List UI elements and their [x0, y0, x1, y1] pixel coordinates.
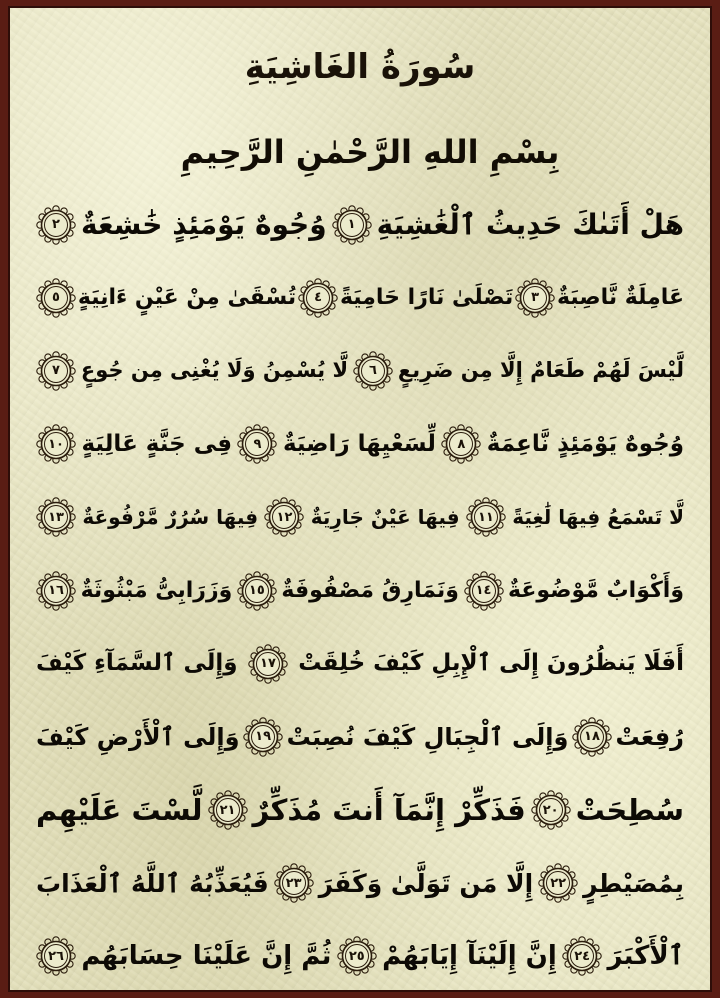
ayah-number: ٥ [52, 290, 60, 306]
verse-text: لَّيْسَ لَهُمْ طَعَامٌ إِلَّا مِن ضَرِيعٍ [397, 358, 684, 383]
ayah-number: ١٢ [276, 509, 293, 525]
ayah-number-marker [36, 936, 76, 976]
ayah-number: ١٧ [260, 656, 276, 672]
verse-text: وُجُوهٌ يَوْمَئِذٍ خَٰشِعَةٌ [80, 207, 327, 241]
verse-text: سُطِحَتْ [575, 792, 684, 827]
ayah-number-marker [243, 717, 283, 757]
ayah-number: ٢١ [219, 802, 236, 818]
ayah-number: ٢٤ [574, 948, 591, 964]
ayah-number: ٢ [52, 217, 60, 233]
ayah-number-marker [332, 205, 372, 245]
ayah-number: ٢٢ [550, 875, 567, 891]
verse-text: فِيهَا سُرُرٌ مَّرْفُوعَةٌ [82, 505, 259, 530]
verse-text: أَفَلَا يَنظُرُونَ إِلَى ٱلْإِبِلِ كَيْفَ خُلِقَتْ [298, 650, 684, 677]
verse-line [36, 847, 684, 920]
verse-text: وَإِلَى ٱلْجِبَالِ كَيْفَ نُصِبَتْ [286, 722, 569, 751]
ayah-number: ١١ [477, 509, 494, 525]
verse-text: وَأَكْوَابٌ مَّوْضُوعَةٌ [508, 577, 684, 603]
verse-text: بِمُصَيْطِرٍ [583, 868, 684, 898]
verse-line [36, 700, 684, 773]
ayah-number: ٦ [369, 363, 377, 379]
ayah-number-marker [538, 863, 578, 903]
ayah-number: ١٣ [48, 509, 64, 525]
ayah-number-marker [264, 497, 304, 537]
verse-text: وَزَرَابِىُّ مَبْثُوثَةٌ [80, 577, 233, 603]
ayah-number: ٨ [457, 436, 466, 452]
ayah-number-marker [36, 571, 76, 611]
ayah-number-marker [36, 424, 76, 464]
surah-title: سُورَةُ الغَاشِيَةِ [244, 47, 476, 87]
verse-line [36, 261, 684, 334]
verse-line [36, 554, 684, 627]
ayah-number-marker [466, 497, 506, 537]
ayah-number-marker [208, 790, 248, 830]
ayah-number: ١٦ [48, 583, 64, 599]
ayah-number-marker [572, 717, 612, 757]
verse-line [36, 188, 684, 261]
ayah-number: ١٠ [48, 436, 64, 452]
verse-text: وَنَمَارِقُ مَصْفُوفَةٌ [281, 577, 459, 603]
ayah-number-marker [464, 571, 504, 611]
verse-text: عَامِلَةٌ نَّاصِبَةٌ [557, 284, 684, 310]
ayah-number-marker [36, 278, 76, 318]
ayah-number: ١٤ [475, 583, 492, 599]
ayah-number-marker [274, 863, 314, 903]
verse-text: فَيُعَذِّبُهُ ٱللَّهُ ٱلْعَذَابَ [36, 868, 269, 898]
ayah-number-marker [298, 278, 338, 318]
verse-text: إِنَّ إِلَيْنَآ إِيَابَهُمْ [382, 941, 557, 972]
verse-line [36, 920, 684, 993]
verse-text: ثُمَّ إِنَّ عَلَيْنَا حِسَابَهُم [81, 941, 332, 972]
ayah-number-marker [237, 571, 277, 611]
ayah-number: ٣ [531, 290, 540, 306]
ayah-number-marker [353, 351, 393, 391]
verse-text: ٱلْأَكْبَرَ [607, 941, 684, 972]
ayah-number: ١٨ [584, 729, 600, 745]
verse-text: فِى جَنَّةٍ عَالِيَةٍ [81, 430, 233, 457]
verse-text: إِلَّا مَن تَوَلَّىٰ وَكَفَرَ [318, 868, 534, 898]
verse-line [36, 774, 684, 847]
ayah-number: ١ [347, 217, 356, 233]
ayah-number: ١٩ [255, 729, 272, 745]
verse-text: لَّسْتَ عَلَيْهِم [36, 792, 203, 827]
ayah-number-marker [36, 497, 76, 537]
verse-text: تُسْقَىٰ مِنْ عَيْنٍ ءَانِيَةٍ [77, 284, 297, 310]
verse-line [36, 334, 684, 407]
verse-text: هَلْ أَتَىٰكَ حَدِيثُ ٱلْغَٰشِيَةِ [376, 207, 684, 241]
verse-line [36, 627, 684, 700]
verse-text: لَّا يُسْمِنُ وَلَا يُغْنِى مِن جُوعٍ [80, 358, 349, 383]
ayah-number-marker [36, 205, 76, 245]
verse-text: تَصْلَىٰ نَارًا حَامِيَةً [339, 284, 514, 310]
verse-text: لِّسَعْيِهَا رَاضِيَةٌ [282, 430, 436, 457]
verse-text: وُجُوهٌ يَوْمَئِذٍ نَّاعِمَةٌ [486, 430, 684, 457]
ayah-number-marker [248, 644, 288, 684]
verse-line [36, 408, 684, 481]
verse-text: لَّا تَسْمَعُ فِيهَا لَٰغِيَةً [512, 505, 684, 530]
ayah-number: ٧ [52, 363, 60, 379]
ayah-number: ٢٦ [48, 948, 64, 964]
basmala: بِسْمِ اللهِ الرَّحْمٰنِ الرَّحِيمِ [180, 133, 560, 171]
verse-text: فِيهَا عَيْنٌ جَارِيَةٌ [310, 505, 460, 530]
ayah-number: ٤ [314, 290, 323, 306]
verse-lines [36, 188, 684, 993]
verse-text: وَإِلَى ٱلْأَرْضِ كَيْفَ [36, 722, 240, 751]
ayah-number-marker [531, 790, 571, 830]
verse-line [36, 481, 684, 554]
verse-text: فَذَكِّرْ إِنَّمَآ أَنتَ مُذَكِّرٌ [252, 792, 526, 827]
parchment-page [8, 6, 712, 992]
ayah-number-marker [36, 351, 76, 391]
ayah-number: ٢٠ [542, 802, 559, 818]
ayah-number-marker [515, 278, 555, 318]
ayah-number: ٢٣ [285, 875, 302, 891]
ayah-number: ٩ [253, 436, 262, 452]
ayah-number-marker [337, 936, 377, 976]
verse-text: وَإِلَى ٱلسَّمَآءِ كَيْفَ [36, 650, 238, 677]
ayah-number: ٢٥ [348, 948, 365, 964]
ayah-number: ١٥ [248, 583, 265, 599]
verse-text: رُفِعَتْ [615, 722, 684, 751]
ayah-number-marker [441, 424, 481, 464]
ayah-number-marker [562, 936, 602, 976]
ayah-number-marker [237, 424, 277, 464]
